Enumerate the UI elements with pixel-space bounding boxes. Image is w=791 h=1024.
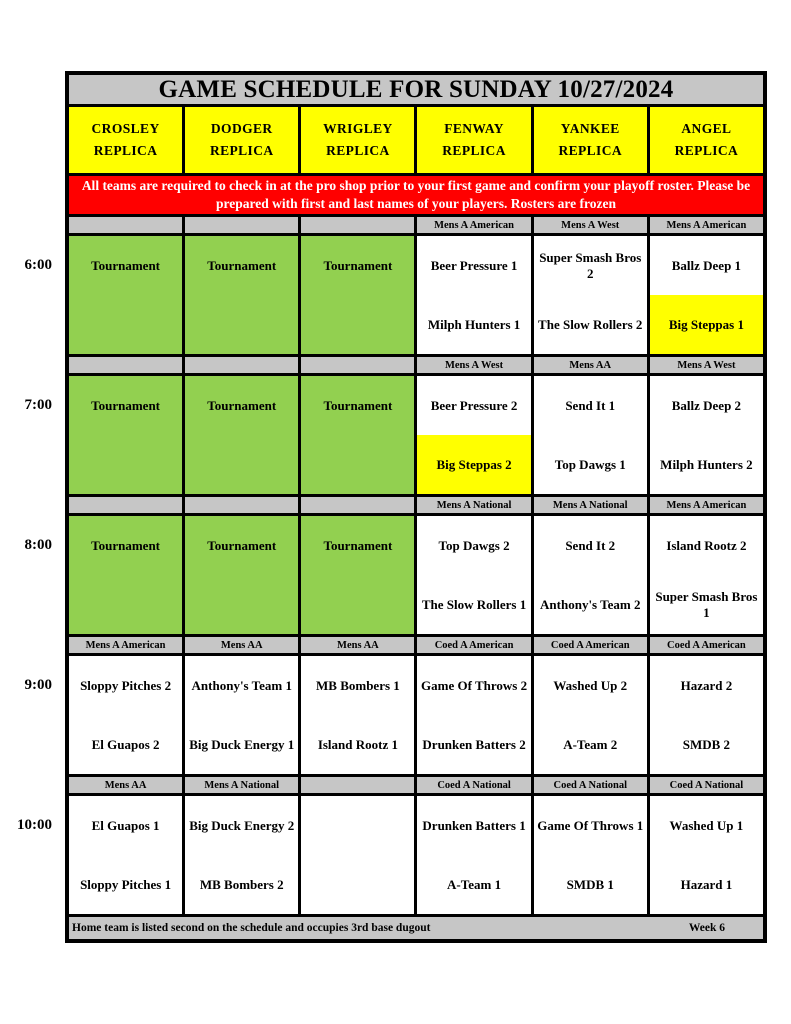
game-cell: [650, 656, 763, 774]
team-name: [69, 575, 182, 634]
time-column: [0, 0, 58, 1024]
league-header-cell: Mens A National: [534, 497, 647, 513]
game-cell-tournament: [69, 516, 182, 634]
league-header-cell: Coed A American: [650, 637, 763, 653]
game-cell-tournament: [185, 516, 298, 634]
team-name: The Slow Rollers 2: [538, 316, 643, 332]
league-header-cell: Mens A American: [69, 637, 182, 653]
league-header-cell: Coed A National: [534, 777, 647, 793]
league-header-cell: [69, 217, 182, 233]
venue-name: DODGER: [210, 120, 273, 136]
game-cell: [69, 796, 182, 914]
game-cell: [185, 656, 298, 774]
game-cell: [301, 656, 414, 774]
league-header-cell: Mens A West: [417, 357, 530, 373]
venue-type: REPLICA: [209, 143, 274, 159]
time-label-7: 7:00: [24, 397, 52, 413]
game-cell-tournament: [185, 236, 298, 354]
game-cell: [417, 796, 530, 914]
checkin-notice-banner: All teams are required to check in at the pro shop prior to your first game and confirm your playoff roster. Please be prepared with first and last names of your players. Rosters are frozen: [69, 176, 763, 214]
team-name: Drunken Batters 1: [422, 817, 526, 833]
game-cell-tournament: [69, 236, 182, 354]
team-name: Game Of Throws 2: [421, 677, 528, 693]
team-name-highlighted: Big Steppas 1: [650, 295, 763, 354]
venue-header-fenway: [417, 107, 530, 173]
game-cell: [534, 656, 647, 774]
game-cell-tournament: [301, 236, 414, 354]
tournament-label: Tournament: [91, 397, 161, 413]
team-name: A-Team 2: [563, 736, 618, 752]
time-label-6: 6:00: [24, 257, 52, 273]
team-name: Sloppy Pitches 2: [80, 677, 172, 693]
team-name: Send It 1: [565, 397, 616, 413]
league-header-cell: [185, 497, 298, 513]
venue-header-dodger: [185, 107, 298, 173]
league-header-cell: Mens A National: [417, 497, 530, 513]
league-header-cell: [69, 357, 182, 373]
game-cell: [534, 796, 647, 914]
team-name: Big Duck Energy 2: [189, 817, 295, 833]
team-name: Sloppy Pitches 1: [80, 876, 172, 892]
team-name: Anthony's Team 1: [191, 677, 292, 693]
game-cell: [69, 656, 182, 774]
venue-name: ANGEL: [681, 120, 732, 136]
footer-note: Home team is listed second on the schedule and occupies 3rd base dugout: [72, 922, 431, 934]
venue-type: REPLICA: [442, 143, 506, 159]
team-name: Beer Pressure 1: [430, 257, 518, 273]
venue-type: REPLICA: [558, 143, 623, 159]
team-name: Washed Up 1: [669, 817, 744, 833]
team-name: Top Dawgs 2: [438, 537, 510, 553]
tournament-label: Tournament: [323, 537, 393, 553]
game-cell-empty: [301, 796, 414, 914]
game-cell: [417, 236, 530, 354]
venue-type: REPLICA: [674, 143, 739, 159]
team-name: Ballz Deep 1: [671, 257, 742, 273]
team-name: Hazard 2: [680, 677, 733, 693]
team-name: Ballz Deep 2: [671, 397, 742, 413]
league-header-cell: Mens A American: [650, 217, 763, 233]
team-name: Top Dawgs 1: [554, 456, 626, 472]
venue-type: REPLICA: [93, 143, 158, 159]
team-name: [301, 435, 414, 494]
league-header-cell: [69, 497, 182, 513]
team-name: [185, 295, 298, 354]
time-label-8: 8:00: [24, 537, 52, 553]
team-name: SMDB 1: [566, 876, 614, 892]
footer-bar: [69, 917, 763, 939]
league-header-cell: [301, 777, 414, 793]
week-badge: Week 6: [688, 922, 725, 934]
empty-cell: [301, 855, 414, 914]
league-header-cell: Mens A American: [650, 497, 763, 513]
game-cell-tournament: [301, 376, 414, 494]
time-label-10: 10:00: [17, 817, 52, 833]
game-cell: [417, 376, 530, 494]
team-name: [69, 435, 182, 494]
game-cell: [417, 516, 530, 634]
team-name: Washed Up 2: [553, 677, 628, 693]
game-cell: [650, 236, 763, 354]
league-header-cell: [185, 217, 298, 233]
team-name: A-Team 1: [447, 876, 502, 892]
game-cell: [650, 516, 763, 634]
tournament-label: Tournament: [207, 257, 277, 273]
game-cell: [650, 376, 763, 494]
game-cell: [534, 376, 647, 494]
league-header-cell: Mens A National: [185, 777, 298, 793]
game-cell: [185, 796, 298, 914]
venue-name: YANKEE: [560, 120, 620, 136]
tournament-label: Tournament: [207, 537, 277, 553]
team-name: Send It 2: [565, 537, 616, 553]
team-name: SMDB 2: [682, 736, 731, 752]
time-label-9: 9:00: [24, 677, 52, 693]
schedule-title: GAME SCHEDULE FOR SUNDAY 10/27/2024: [69, 75, 763, 104]
game-cell: [534, 236, 647, 354]
venue-type: REPLICA: [326, 143, 390, 159]
venue-header-angel: [650, 107, 763, 173]
league-header-cell: Coed A National: [417, 777, 530, 793]
team-name: [185, 575, 298, 634]
team-name: Milph Hunters 2: [660, 456, 753, 472]
venue-header-crosley: [69, 107, 182, 173]
league-header-cell: Coed A American: [534, 637, 647, 653]
venue-header-yankee: [534, 107, 647, 173]
league-header-cell: [185, 357, 298, 373]
league-header-cell: [301, 497, 414, 513]
team-name: Island Rootz 2: [666, 537, 747, 553]
league-header-cell: Mens A American: [417, 217, 530, 233]
venue-name: FENWAY: [444, 120, 504, 136]
team-name: Super Smash Bros 2: [539, 249, 642, 281]
team-name: Anthony's Team 2: [540, 596, 641, 612]
team-name: [185, 435, 298, 494]
league-header-cell: Mens AA: [534, 357, 647, 373]
team-name: Big Duck Energy 1: [189, 736, 295, 752]
tournament-label: Tournament: [323, 257, 393, 273]
team-name: The Slow Rollers 1: [421, 596, 527, 612]
league-header-cell: Coed A National: [650, 777, 763, 793]
team-name: Milph Hunters 1: [427, 316, 521, 332]
game-cell-tournament: [185, 376, 298, 494]
league-header-cell: Mens AA: [301, 637, 414, 653]
league-header-cell: [301, 217, 414, 233]
team-name: Hazard 1: [680, 876, 733, 892]
tournament-label: Tournament: [207, 397, 277, 413]
game-cell-tournament: [301, 516, 414, 634]
league-header-cell: Mens AA: [185, 637, 298, 653]
venue-name: WRIGLEY: [323, 120, 393, 136]
team-name: Drunken Batters 2: [422, 736, 526, 752]
schedule-table: [65, 71, 767, 943]
empty-cell: [301, 796, 414, 855]
tournament-label: Tournament: [323, 397, 393, 413]
league-header-cell: [301, 357, 414, 373]
team-name: Game Of Throws 1: [537, 817, 644, 833]
team-name: Super Smash Bros 1: [655, 588, 758, 620]
team-name: MB Bombers 2: [199, 876, 284, 892]
team-name: El Guapos 1: [91, 817, 160, 833]
team-name: [301, 295, 414, 354]
team-name: Island Rootz 1: [317, 736, 398, 752]
tournament-label: Tournament: [91, 257, 161, 273]
team-name: [301, 575, 414, 634]
team-name-highlighted: Big Steppas 2: [417, 435, 530, 494]
venue-name: CROSLEY: [91, 120, 160, 136]
game-cell-tournament: [69, 376, 182, 494]
venue-header-wrigley: [301, 107, 414, 173]
game-cell: [650, 796, 763, 914]
game-cell: [534, 516, 647, 634]
league-header-cell: Mens AA: [69, 777, 182, 793]
team-name: Beer Pressure 2: [430, 397, 518, 413]
team-name: MB Bombers 1: [316, 677, 400, 693]
tournament-label: Tournament: [91, 537, 161, 553]
league-header-cell: Mens A West: [534, 217, 647, 233]
league-header-cell: Coed A American: [417, 637, 530, 653]
game-cell: [417, 656, 530, 774]
league-header-cell: Mens A West: [650, 357, 763, 373]
team-name: [69, 295, 182, 354]
team-name: El Guapos 2: [91, 736, 160, 752]
